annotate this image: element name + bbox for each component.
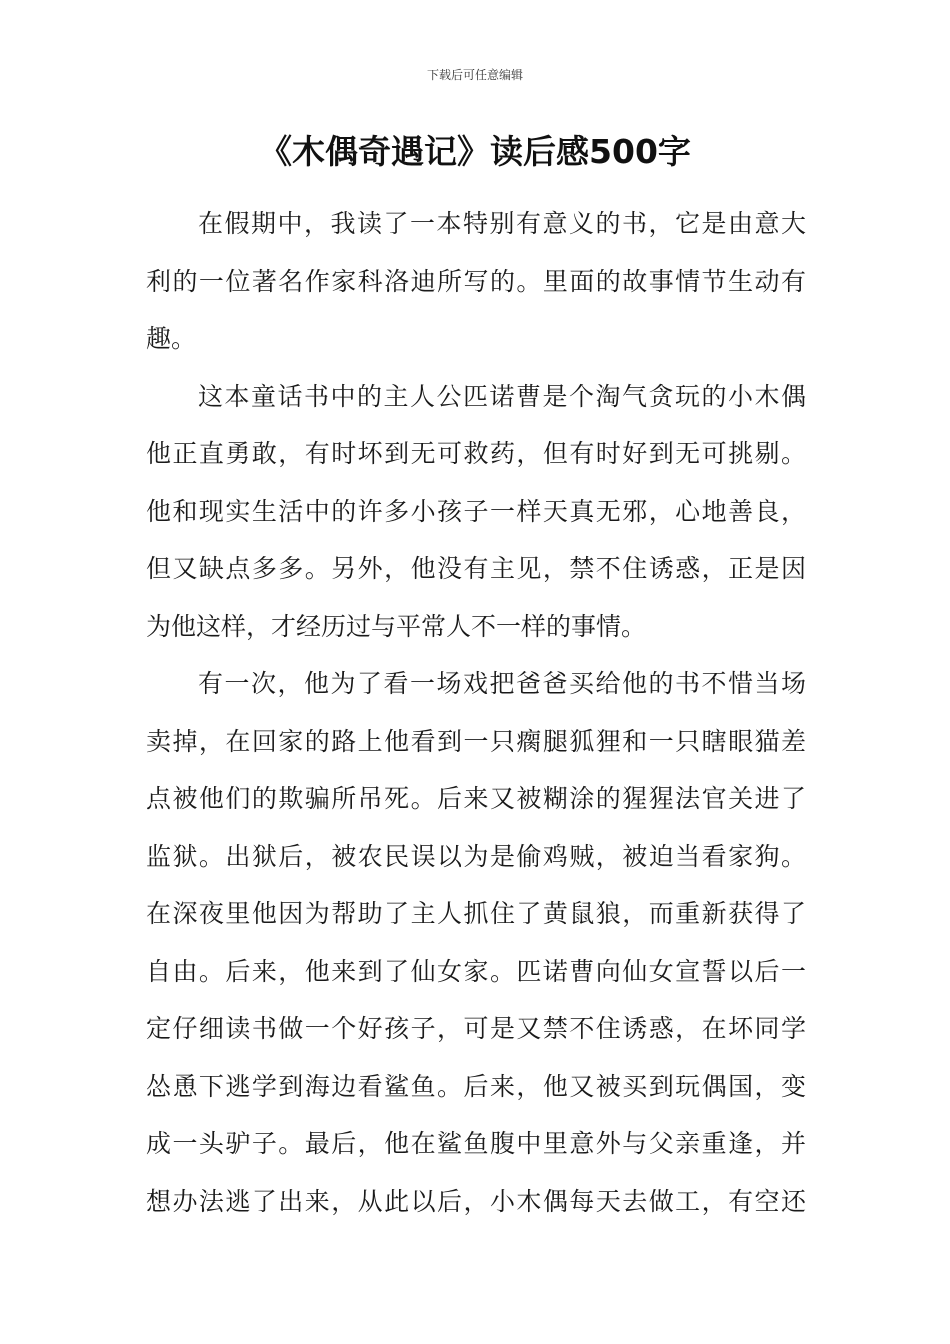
paragraph-3-line-4: 监狱。出狱后，被农民误以为是偷鸡贼，被迫当看家狗。 — [146, 841, 806, 871]
paragraph-1-line-3: 趣。 — [146, 324, 197, 353]
paragraph-2-line-2: 他正直勇敢，有时坏到无可救药，但有时好到无可挑剔。 — [146, 439, 806, 468]
paragraph-3-line-5: 在深夜里他因为帮助了主人抓住了黄鼠狼，而重新获得了 — [146, 899, 806, 928]
paragraph-2-line-4: 但又缺点多多。另外，他没有主见，禁不住诱惑，正是因 — [146, 554, 806, 583]
paragraph-3-line-6: 自由。后来，他来到了仙女家。匹诺曹向仙女宣誓以后一 — [146, 956, 806, 986]
document-title: 《木偶奇遇记》读后感500字 — [259, 132, 691, 171]
paragraph-3-line-9: 成一头驴子。最后，他在鲨鱼腹中里意外与父亲重逢，并 — [146, 1129, 806, 1158]
paragraph-3-line-3: 点被他们的欺骗所吊死。后来又被糊涂的猩猩法官关进了 — [146, 784, 806, 813]
document-body — [146, 195, 806, 1230]
paragraph-3-line-2: 卖掉，在回家的路上他看到一只瘸腿狐狸和一只瞎眼猫差 — [146, 726, 806, 756]
paragraph-2-line-5: 为他这样，才经历过与平常人不一样的事情。 — [146, 611, 647, 641]
paragraph-1-line-2: 利的一位著名作家科洛迪所写的。里面的故事情节生动有 — [146, 266, 806, 296]
paragraph-2-line-1: 这本童话书中的主人公匹诺曹是个淘气贪玩的小木偶 — [198, 381, 806, 411]
paragraph-3-line-10: 想办法逃了出来，从此以后，小木偶每天去做工，有空还 — [146, 1186, 806, 1216]
paragraph-3-line-7: 定仔细读书做一个好孩子，可是又禁不住诱惑，在坏同学 — [146, 1014, 806, 1043]
paragraph-1-line-1: 在假期中，我读了一本特别有意义的书，它是由意大 — [198, 209, 806, 238]
paragraph-3-line-1: 有一次，他为了看一场戏把爸爸买给他的书不惜当场 — [198, 669, 806, 698]
header-note: 下载后可任意编辑 — [426, 68, 523, 82]
paragraph-3-line-8: 怂恿下逃学到海边看鲨鱼。后来，他又被买到玩偶国，变 — [146, 1071, 806, 1101]
paragraph-2-line-3: 他和现实生活中的许多小孩子一样天真无邪，心地善良， — [146, 496, 806, 526]
